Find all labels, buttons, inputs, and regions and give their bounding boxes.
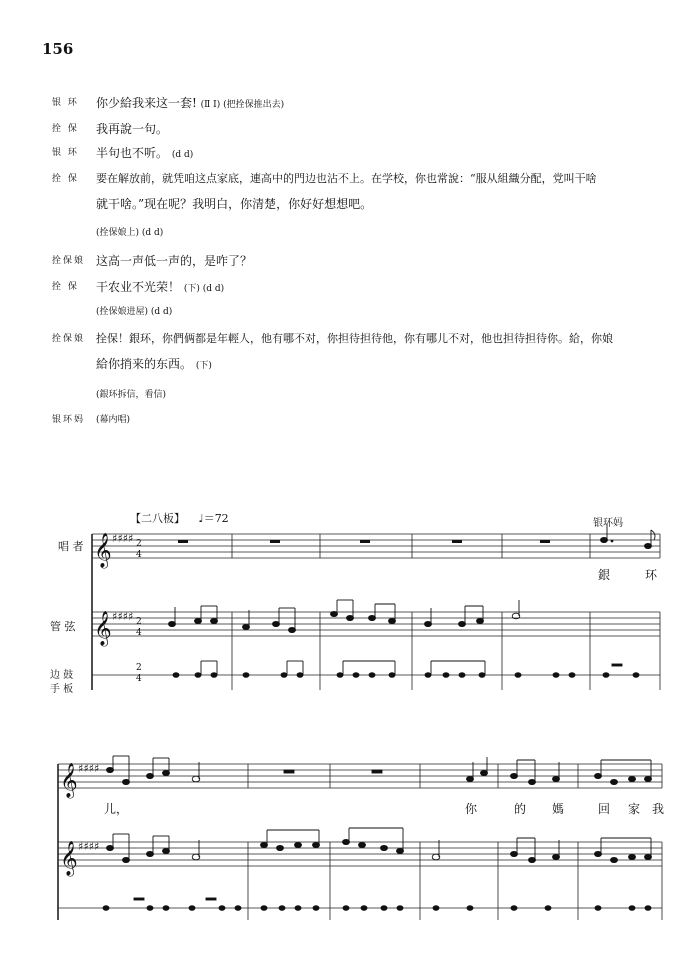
part-label-drum: 边 鼓 [50, 670, 74, 681]
voice-rests-1 [178, 540, 550, 543]
speaker: 拴 保 [52, 282, 79, 292]
speaker: 拴 保 [52, 124, 79, 134]
voice-cue: 银环妈 [593, 518, 623, 529]
lyric: 环 [645, 568, 658, 582]
stage-note: (拴保娘上) (d d) [96, 228, 164, 238]
voice-staff-1 [92, 534, 660, 558]
time-signature: 2 [136, 617, 142, 627]
stage-note: (銀环拆信，看信) [96, 390, 167, 400]
tempo-mark: ♩＝72 [198, 512, 229, 525]
svg-text:4: 4 [136, 628, 142, 638]
line-text: 要在解放前，就凭咱这点家底，連高中的門边也沾不上。在学校，你也常說：“服从組織分配，党叫干啥 [96, 172, 597, 185]
line-text: 就干啥。”现在呢？我明白，你清楚，你好好想想吧。 [96, 197, 373, 211]
time-signature: 2 [136, 663, 142, 673]
treble-clef-icon: 𝄞 [60, 841, 78, 876]
treble-clef-icon: 𝄞 [94, 533, 112, 568]
lyric: 家 [628, 802, 641, 816]
treble-clef-icon: 𝄞 [60, 763, 78, 798]
lyric: 儿， [104, 802, 129, 816]
line-text: 半句也不听。 [96, 146, 169, 160]
page-number: 156 [42, 40, 74, 58]
lyric: 媽 [552, 802, 565, 816]
lyric: 回 [598, 802, 611, 816]
part-label-voice: 唱 者 [58, 540, 84, 553]
svg-text:4: 4 [136, 550, 142, 560]
line-text: 这高一声低一声的，是咋了？ [96, 254, 253, 268]
speaker: 银 环 [52, 148, 79, 158]
key-signature: ♯♯♯♯ [112, 532, 134, 545]
speaker: 拴 保 [52, 174, 79, 184]
lyric: 的 [514, 802, 527, 816]
speaker: 拴保娘 [52, 334, 86, 344]
strings-notes-1 [169, 600, 520, 633]
line-text: 給你捎来的东西。 [96, 357, 193, 371]
strings-notes-2 [107, 828, 652, 863]
speaker: 银 环 [52, 98, 79, 108]
stage-note: (Ⅱ Ⅰ) (把拴保推出去) [200, 100, 285, 110]
svg-text:4: 4 [136, 674, 142, 684]
key-signature: ♯♯♯♯ [112, 610, 134, 623]
key-signature: ♯♯♯♯ [78, 840, 100, 853]
line-text: 拴保！銀环，你們俩都是年輕人，他有哪不对，你担待担待他，你有哪儿不对，他也担待担待你。給，你娘 [96, 332, 613, 345]
section-label: 【二八板】 [130, 512, 185, 525]
line-text: 你少給我来这一套! [96, 96, 197, 110]
lyric: 銀 [598, 568, 611, 582]
voice-notes-1 [601, 524, 656, 549]
stage-note: (下) [195, 361, 212, 371]
stage-note: (幕内唱) [96, 415, 131, 425]
speaker: 银环妈 [52, 415, 86, 425]
time-signature: 2 [136, 539, 142, 549]
stage-note: (下) (d d) [183, 284, 225, 294]
treble-clef-icon: 𝄞 [94, 611, 112, 646]
percussion-notes-2 [103, 898, 651, 910]
lyric: 我 [652, 802, 665, 816]
strings-staff-1 [92, 612, 660, 636]
line-text: 干农业不光荣！ [96, 280, 181, 294]
key-signature: ♯♯♯♯ [78, 762, 100, 775]
part-label-strings: 管 弦 [50, 620, 76, 633]
line-text: 我再說一句。 [96, 122, 169, 136]
part-label-clapper: 手 板 [50, 684, 74, 695]
stage-note: (拴保娘进屋) (d d) [96, 307, 173, 317]
lyric: 你 [465, 802, 478, 816]
stage-note: (d d) [171, 150, 194, 160]
speaker: 拴保娘 [52, 256, 86, 266]
